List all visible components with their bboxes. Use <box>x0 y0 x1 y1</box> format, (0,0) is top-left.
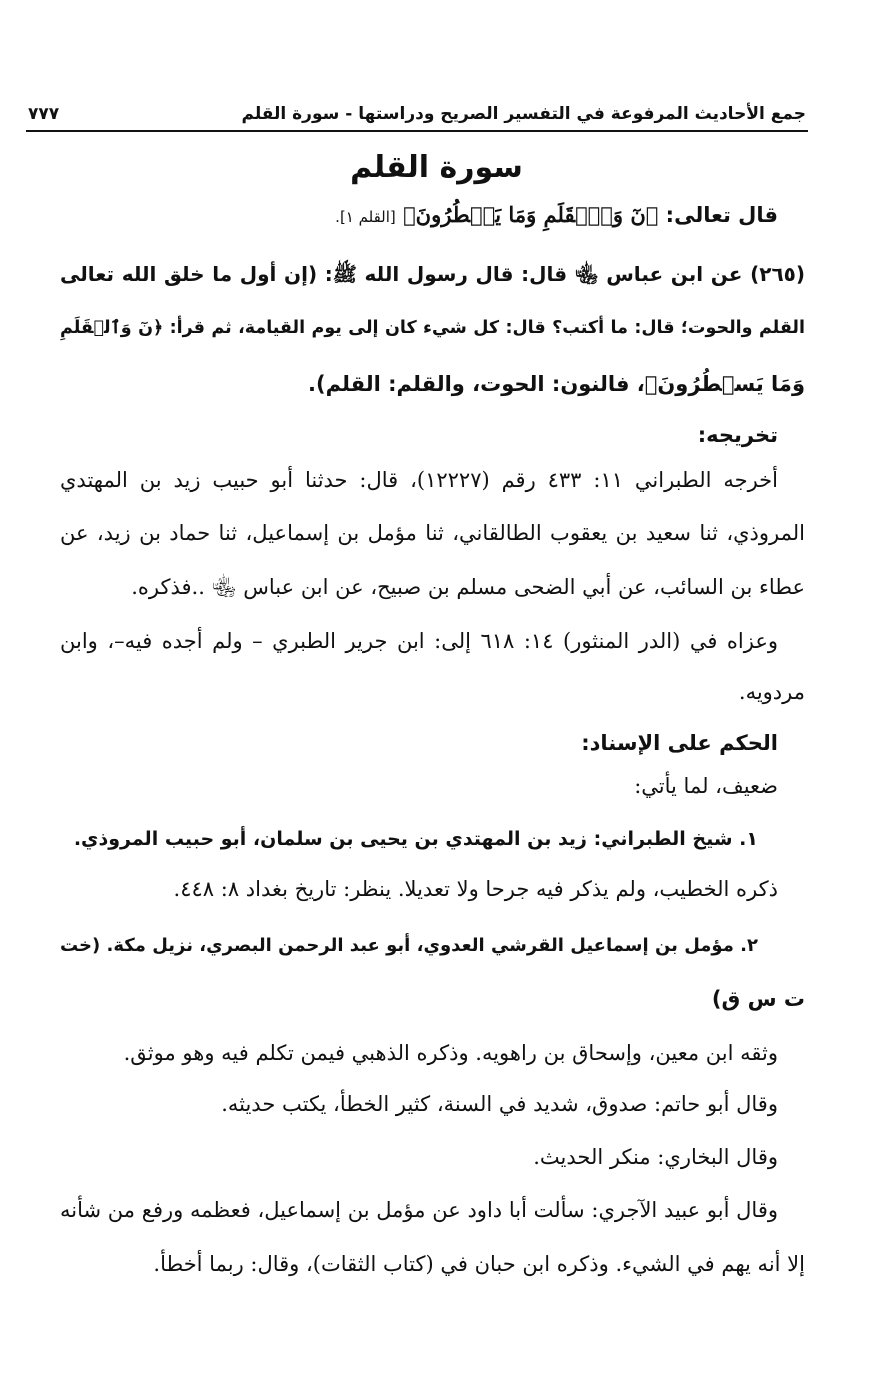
ruling-item-1: ١. شيخ الطبراني: زيد بن المهتدي بن يحيى بن سلمان، أبو حبيب المروذي. <box>73 828 758 850</box>
hadith-line-2: القلم والحوت؛ قال: ما أكتب؟ قال: كل شيء كان إلى يوم القيامة، ثم قرأ: ﴿نٓ وَٱلۡقَلَمِ <box>60 318 805 338</box>
ruling-note-3: وقال البخاري: منكر الحديث. <box>533 1145 778 1169</box>
ruling-note-2: وقال أبو حاتم: صدوق، شديد في السنة، كثير الخطأ، يكتب حديثه. <box>221 1092 778 1116</box>
running-title: جمع الأحاديث المرفوعة في التفسير الصريح ودراستها - سورة القلم <box>241 104 806 124</box>
ruling-note-4-line-2: إلا أنه يهم في الشيء. وذكره ابن حبان في (كتاب الثقات)، وقال: ربما أخطأ. <box>153 1252 805 1276</box>
running-header <box>28 98 806 130</box>
ruling-note-4-line-1: وقال أبو عبيد الآجري: سألت أبا داود عن مؤمل بن إسماعيل، فعظمه ورفع من شأنه <box>60 1198 778 1222</box>
takhrij-line-3: عطاء بن السائب، عن أبي الضحى مسلم بن صبيح، عن ابن عباس ﵄ ..فذكره. <box>131 575 805 599</box>
ruling-intro: ضعيف، لما يأتي: <box>634 774 778 798</box>
ruling-item-2-line-2: ت س ق) <box>711 987 805 1011</box>
verse-line <box>60 193 778 237</box>
verse-ayah: ﴿نٓ وَٱلۡقَلَمِ وَمَا يَسۡطُرُونَ﴾ <box>403 202 659 227</box>
takhrij-line-4: وعزاه في (الدر المنثور) ١٤: ٦١٨ إلى: ابن جرير الطبري – ولم أجده فيه–، وابن <box>60 629 778 653</box>
ruling-heading: الحكم على الإسناد: <box>581 731 778 755</box>
hadith-line-3: وَمَا يَسۡطُرُونَ﴾، فالنون: الحوت، والقلم: القلم). <box>308 372 805 396</box>
takhrij-line-1: أخرجه الطبراني ١١: ٤٣٣ رقم (١٢٢٢٧)، قال: حدثنا أبو حبيب زيد بن المهتدي <box>60 468 778 492</box>
takhrij-line-2: المروذي، ثنا سعيد بن يعقوب الطالقاني، ثنا مؤمل بن إسماعيل، ثنا حماد بن زيد، عن <box>60 521 805 545</box>
takhrij-heading: تخريجه: <box>697 423 778 447</box>
ruling-item-2-line-1: ٢. مؤمل بن إسماعيل القرشي العدوي، أبو عبد الرحمن البصري، نزيل مكة. (خت <box>60 935 758 956</box>
ruling-note-1: وثقه ابن معين، وإسحاق بن راهويه. وذكره الذهبي فيمن تكلم فيه وهو موثق. <box>123 1041 778 1065</box>
header-rule <box>26 130 808 132</box>
takhrij-line-5: مردويه. <box>738 680 805 704</box>
surah-title: سورة القلم <box>350 150 523 185</box>
page-number: ٧٧٧ <box>28 104 60 124</box>
hadith-line-1: (٢٦٥) عن ابن عباس ﵄ قال: قال رسول الله ﷺ: (إن أول ما خلق الله تعالى <box>60 262 805 286</box>
ruling-item-1-note: ذكره الخطيب، ولم يذكر فيه جرحا ولا تعديلا. ينظر: تاريخ بغداد ٨: ٤٤٨. <box>173 877 778 901</box>
verse-reference: [القلم ١]. <box>335 208 396 226</box>
verse-prefix: قال تعالى: <box>665 203 778 227</box>
